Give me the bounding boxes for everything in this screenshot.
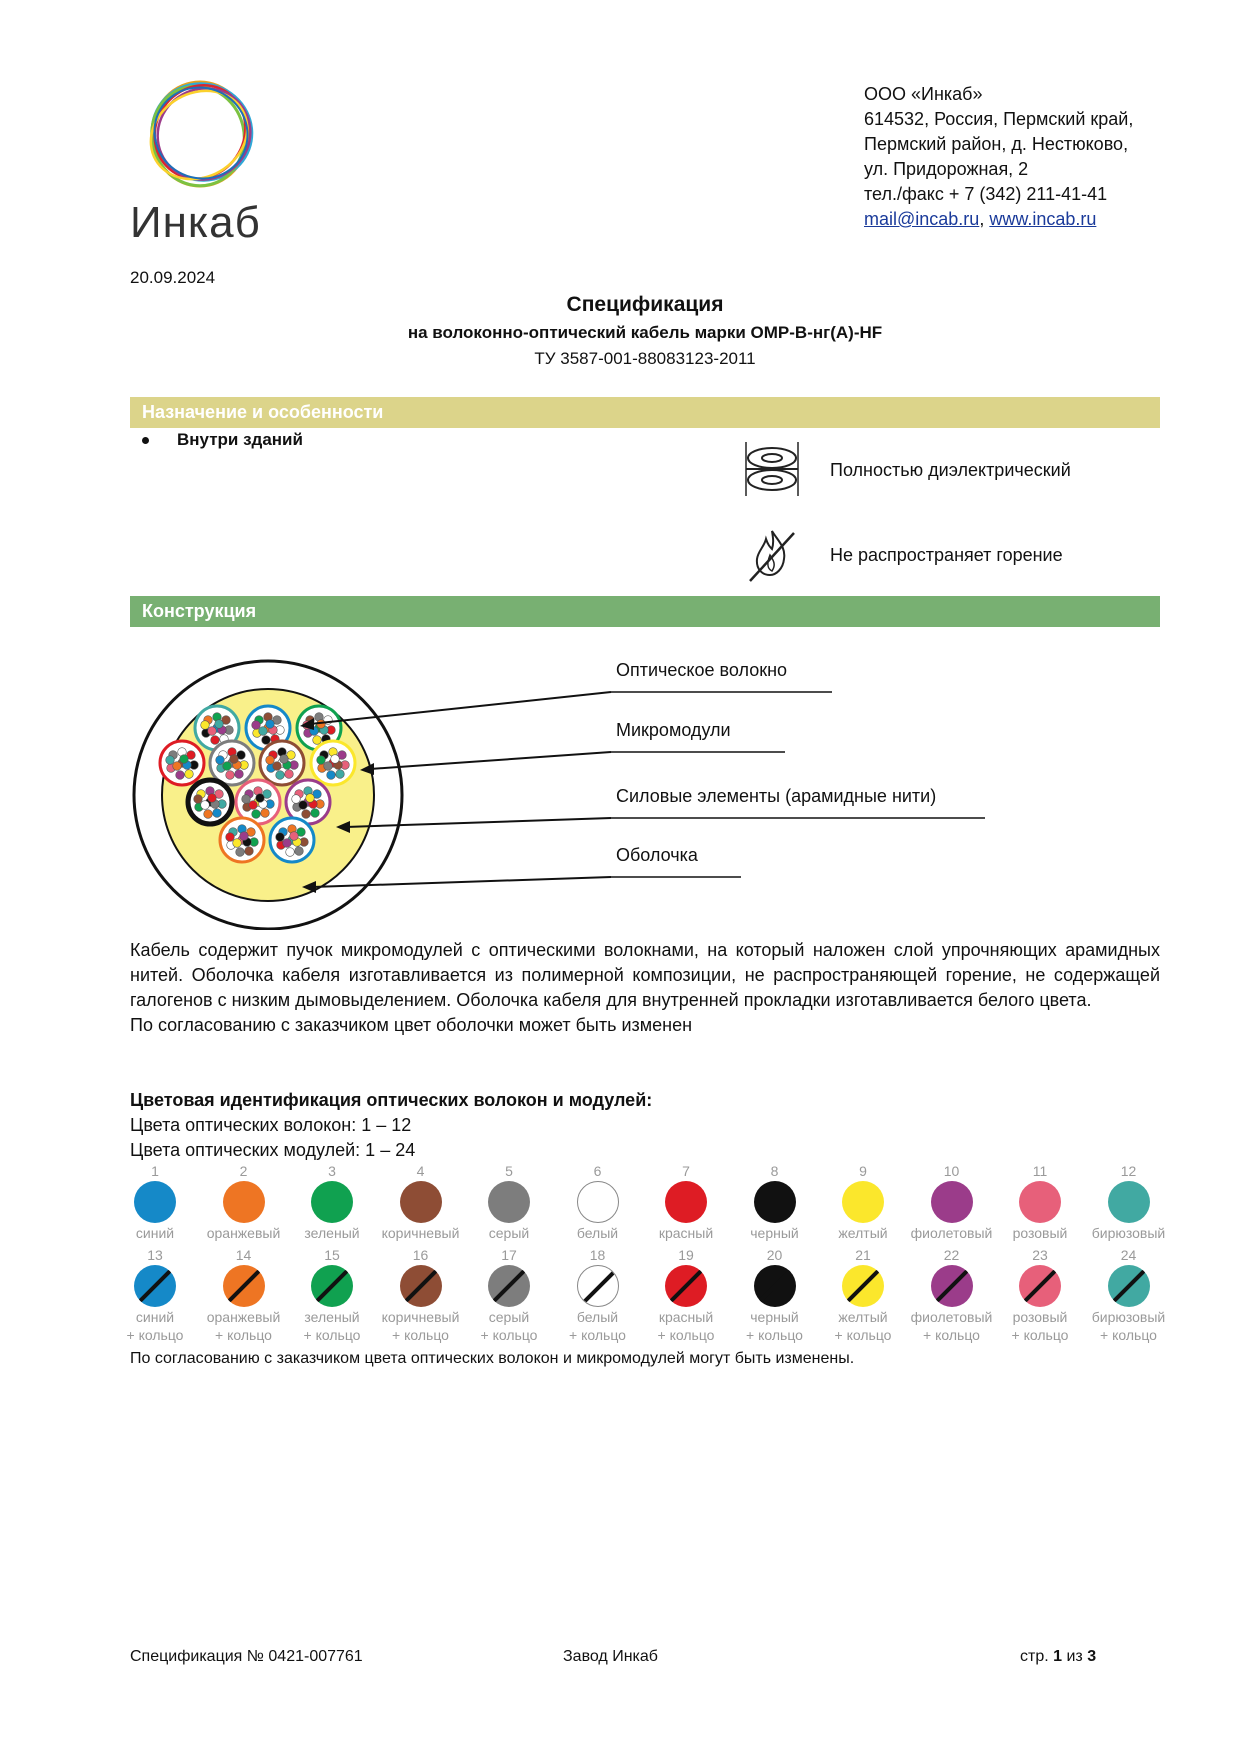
color-swatch-9 — [818, 1163, 908, 1241]
fiber — [331, 755, 340, 764]
fiber — [213, 809, 222, 818]
color-swatch-8 — [730, 1163, 820, 1241]
color-swatch-6 — [553, 1163, 643, 1241]
swatch-number: 23 — [1032, 1247, 1048, 1263]
swatch-ring-suffix: + кольцо — [657, 1327, 715, 1343]
swatch-color-name: оранжевый — [206, 1309, 281, 1325]
company-address-1: 614532, Россия, Пермский край, — [864, 109, 1134, 129]
logo-wordmark: Инкаб — [130, 198, 261, 247]
color-swatch-12 — [1084, 1163, 1174, 1241]
fiber — [235, 770, 244, 779]
fiber — [208, 727, 217, 736]
swatch-color-circle — [223, 1265, 265, 1307]
fiber — [233, 839, 242, 848]
fiber — [280, 755, 289, 764]
swatch-color-circle — [1019, 1181, 1061, 1223]
company-address-3: ул. Придорожная, 2 — [864, 159, 1029, 179]
swatch-color-circle — [311, 1265, 353, 1307]
swatch-color-circle — [842, 1181, 884, 1223]
company-name: ООО «Инкаб» — [864, 84, 983, 104]
swatch-color-circle — [931, 1181, 973, 1223]
swatch-number: 6 — [593, 1163, 602, 1179]
color-id-heading: Цветовая идентификация оптических волокон и модулей: — [130, 1090, 653, 1110]
swatch-color-name: фиолетовый — [910, 1225, 993, 1241]
color-swatch-1 — [110, 1163, 200, 1241]
swatch-color-circle — [577, 1265, 619, 1307]
fiber — [266, 756, 275, 765]
swatch-number: 10 — [943, 1163, 960, 1179]
color-swatches — [110, 1163, 1170, 1353]
swatch-color-circle — [488, 1265, 530, 1307]
fiber — [230, 755, 239, 764]
ring-stripe — [136, 1267, 174, 1305]
fiber — [185, 770, 194, 779]
document-tu: ТУ 3587-001-88083123-2011 — [534, 349, 756, 368]
swatch-number: 1 — [151, 1163, 159, 1179]
swatch-color-name: белый — [576, 1309, 619, 1325]
ring-stripe — [755, 1267, 793, 1305]
swatch-color-circle — [311, 1181, 353, 1223]
fiber — [249, 801, 258, 810]
swatch-color-circle — [665, 1181, 707, 1223]
swatch-color-name: розовый — [1012, 1309, 1068, 1325]
micromodule — [260, 741, 304, 785]
swatch-number: 17 — [501, 1247, 517, 1263]
swatch-color-name: коричневый — [381, 1225, 460, 1241]
description-paragraph-1: Кабель содержит пучок микромодулей с оптическими волокнами, на который наложен слой упрочняющих арамидных нитей. Оболочка кабеля изготавливается из полимерной композиции, не распространяющей горение, не содержащей галогенов с низким дымовыделением. Оболочка кабеля для внутренней прокладки изготавливается белого цвета. — [130, 940, 1160, 1010]
fiber — [226, 833, 235, 842]
swatch-color-circle — [1108, 1181, 1150, 1223]
section-heading-construction: Конструкция — [130, 596, 1160, 627]
website-link[interactable]: www.incab.ru — [989, 209, 1097, 229]
cable-cross-section-diagram — [120, 640, 1000, 930]
swatch-color-name: черный — [750, 1225, 799, 1241]
swatch-number: 11 — [1032, 1163, 1048, 1179]
footer-page-number — [1020, 1648, 1096, 1666]
fiber — [256, 794, 265, 803]
swatch-color-name: зеленый — [304, 1309, 360, 1325]
fiber — [201, 721, 210, 730]
fiber — [286, 848, 295, 857]
page-current: 1 — [1053, 1648, 1063, 1665]
fiber — [226, 771, 235, 780]
fiber — [283, 839, 292, 848]
fiber — [176, 771, 185, 780]
swatch-color-name: желтый — [838, 1225, 888, 1241]
fiber — [306, 794, 315, 803]
color-swatch-15 — [287, 1247, 377, 1343]
swatch-color-name: белый — [576, 1225, 619, 1241]
ring-stripe — [401, 1267, 439, 1305]
construction-description — [130, 938, 1160, 1038]
ring-stripe — [844, 1267, 882, 1305]
fiber — [173, 762, 182, 771]
label-micromodules: Микромодули — [616, 720, 731, 740]
fiber — [262, 736, 271, 745]
fiber — [201, 801, 210, 810]
fiber — [215, 720, 224, 729]
module-colors-line: Цвета оптических модулей: 1 – 24 — [130, 1140, 416, 1160]
swatch-number: 4 — [416, 1163, 425, 1179]
swatch-color-name: оранжевый — [206, 1225, 281, 1241]
fiber — [317, 756, 326, 765]
company-phone: тел./факс + 7 (342) 211-41-41 — [864, 184, 1108, 204]
label-sheath: Оболочка — [616, 845, 698, 865]
fiber — [216, 756, 225, 765]
swatch-ring-suffix: + кольцо — [923, 1327, 980, 1343]
swatch-number: 8 — [770, 1163, 779, 1179]
swatch-ring-suffix: + кольцо — [303, 1327, 361, 1343]
fiber — [223, 762, 232, 771]
fiber — [252, 810, 261, 819]
fiber — [245, 847, 254, 856]
company-contacts — [864, 207, 1133, 232]
bullet-text: Внутри зданий — [177, 430, 303, 449]
label-strength-members: Силовые элементы (арамидные нити) — [616, 786, 937, 806]
swatch-color-circle — [754, 1181, 796, 1223]
ring-stripe — [1109, 1267, 1147, 1305]
bullet-item — [142, 430, 303, 450]
color-swatch-18 — [553, 1247, 643, 1343]
company-info — [864, 82, 1133, 232]
swatch-number: 19 — [678, 1247, 694, 1263]
swatch-number: 22 — [943, 1247, 960, 1263]
swatch-ring-suffix: + кольцо — [746, 1327, 803, 1343]
swatch-number: 7 — [682, 1163, 690, 1179]
swatch-color-circle — [223, 1181, 265, 1223]
footer-plant: Завод Инкаб — [563, 1648, 658, 1665]
color-swatch-10 — [907, 1163, 997, 1241]
fiber — [311, 809, 320, 818]
swatch-ring-suffix: + кольцо — [480, 1327, 538, 1343]
ring-stripe — [932, 1267, 970, 1305]
swatch-color-name: серый — [488, 1309, 530, 1325]
description-paragraph-2: По согласованию с заказчиком цвет оболочки может быть изменен — [130, 1015, 693, 1035]
color-swatch-3 — [287, 1163, 377, 1241]
micromodule — [160, 741, 204, 785]
ring-stripe — [224, 1267, 262, 1305]
swatch-number: 15 — [324, 1247, 340, 1263]
swatch-color-circle — [1108, 1265, 1150, 1307]
color-swatch-4 — [376, 1163, 466, 1241]
swatch-number: 3 — [328, 1163, 336, 1179]
swatch-number: 2 — [239, 1163, 248, 1179]
swatch-color-circle — [754, 1265, 796, 1307]
swatch-color-circle — [931, 1265, 973, 1307]
swatch-color-name: черный — [750, 1309, 799, 1325]
fiber — [180, 755, 189, 764]
fiber — [276, 771, 285, 780]
swatch-color-name: фиолетовый — [910, 1309, 993, 1325]
fiber — [336, 770, 345, 779]
page-mid: из — [1062, 1648, 1088, 1665]
ring-stripe — [313, 1267, 351, 1305]
feature-fire-text: Не распространяет горение — [830, 545, 1063, 565]
fiber — [276, 833, 285, 842]
swatch-number: 16 — [412, 1247, 429, 1263]
footer-spec-number: Спецификация № 0421-007761 — [130, 1648, 363, 1665]
fiber — [302, 810, 311, 819]
swatch-color-name: серый — [488, 1225, 530, 1241]
fiber-colors-line: Цвета оптических волокон: 1 – 12 — [130, 1115, 412, 1135]
swatch-color-name: розовый — [1012, 1225, 1068, 1241]
fiber — [290, 832, 299, 841]
swatch-number: 5 — [505, 1163, 513, 1179]
fiber — [194, 795, 203, 804]
swatch-color-circle — [134, 1181, 176, 1223]
swatch-color-circle — [577, 1181, 619, 1223]
swatch-color-circle — [134, 1265, 176, 1307]
swatch-ring-suffix: + кольцо — [1011, 1327, 1069, 1343]
fiber — [295, 847, 304, 856]
swatch-color-name: бирюзовый — [1091, 1225, 1166, 1241]
swatch-color-circle — [842, 1265, 884, 1307]
swatch-ring-suffix: + кольцо — [569, 1327, 626, 1343]
micromodule — [210, 741, 254, 785]
swatch-color-circle — [400, 1265, 442, 1307]
color-swatch-11 — [995, 1163, 1085, 1241]
fiber — [252, 721, 261, 730]
fiber — [285, 770, 294, 779]
logo-rings-icon — [120, 72, 280, 202]
ring-stripe — [490, 1267, 528, 1305]
color-swatch-21 — [818, 1247, 908, 1343]
swatch-color-circle — [1019, 1265, 1061, 1307]
company-address-2: Пермский район, д. Нестюково, — [864, 134, 1129, 154]
swatch-color-name: синий — [135, 1225, 175, 1241]
fiber — [327, 771, 336, 780]
swatch-number: 18 — [589, 1247, 606, 1263]
micromodule — [188, 780, 232, 824]
swatch-color-name: красный — [658, 1309, 714, 1325]
swatch-color-circle — [488, 1181, 530, 1223]
color-swatch-14 — [199, 1247, 289, 1343]
swatch-ring-suffix: + кольцо — [834, 1327, 892, 1343]
fiber — [324, 762, 333, 771]
fiber — [211, 736, 220, 745]
swatch-color-circle — [400, 1181, 442, 1223]
swatch-ring-suffix: + кольцо — [1100, 1327, 1157, 1343]
swatch-color-name: зеленый — [304, 1225, 360, 1241]
page-prefix: стр. — [1020, 1648, 1054, 1665]
fiber — [292, 795, 301, 804]
label-fiber: Оптическое волокно — [616, 660, 788, 680]
color-swatch-2 — [199, 1163, 289, 1241]
fiber — [236, 848, 245, 857]
micromodule — [270, 818, 314, 862]
page-total: 3 — [1087, 1648, 1097, 1665]
colors-note: По согласованию с заказчиком цвета оптических волокон и микромодулей могут быть изменены. — [130, 1350, 855, 1367]
color-swatch-5 — [464, 1163, 554, 1241]
cable-svg — [120, 640, 1000, 930]
document-subtitle: на волоконно-оптический кабель марки ОМР-В-нг(А)-HF — [407, 323, 883, 342]
color-swatch-24 — [1084, 1247, 1174, 1343]
ring-stripe — [579, 1268, 617, 1306]
fire-icon — [742, 525, 802, 585]
fiber — [208, 794, 217, 803]
fiber — [166, 756, 175, 765]
section-heading-purpose: Назначение и особенности — [130, 397, 1160, 428]
swatch-number: 9 — [859, 1163, 867, 1179]
fiber — [240, 832, 249, 841]
contacts-separator: , — [979, 209, 990, 229]
swatch-color-name: синий — [135, 1309, 175, 1325]
fiber — [313, 736, 322, 745]
color-swatch-7 — [641, 1163, 731, 1241]
color-swatch-17 — [464, 1247, 554, 1343]
dielectric-icon — [742, 440, 802, 500]
swatch-number: 24 — [1120, 1247, 1137, 1263]
swatch-ring-suffix: + кольцо — [215, 1327, 272, 1343]
swatch-ring-suffix: + кольцо — [392, 1327, 449, 1343]
swatch-color-name: красный — [658, 1225, 714, 1241]
color-swatch-23 — [995, 1247, 1085, 1343]
swatch-color-circle — [665, 1265, 707, 1307]
color-swatch-13 — [110, 1247, 200, 1343]
email-link[interactable]: mail@incab.ru — [864, 209, 980, 229]
micromodule — [311, 741, 355, 785]
color-swatch-22 — [907, 1247, 997, 1343]
swatch-number: 14 — [235, 1247, 252, 1263]
fiber — [266, 720, 275, 729]
document-title: Спецификация — [566, 293, 724, 316]
fiber — [259, 727, 268, 736]
color-swatch-16 — [376, 1247, 466, 1343]
color-swatch-20 — [730, 1247, 820, 1343]
color-swatch-19 — [641, 1247, 731, 1343]
ring-stripe — [667, 1267, 705, 1305]
fiber — [204, 810, 213, 819]
swatch-number: 20 — [766, 1247, 783, 1263]
swatch-color-name: коричневый — [381, 1309, 460, 1325]
micromodule — [220, 818, 264, 862]
fiber — [273, 762, 282, 771]
swatch-number: 12 — [1120, 1163, 1137, 1179]
fiber — [299, 801, 308, 810]
fiber — [261, 809, 270, 818]
feature-dielectric-text: Полностью диэлектрический — [830, 460, 1071, 480]
swatch-ring-suffix: + кольцо — [126, 1327, 184, 1343]
ring-stripe — [1021, 1267, 1059, 1305]
document-date: 20.09.2024 — [130, 268, 216, 287]
swatch-color-name: бирюзовый — [1091, 1309, 1166, 1325]
fiber — [242, 795, 251, 804]
bullet-dot — [142, 437, 149, 444]
swatch-number: 13 — [147, 1247, 163, 1263]
swatch-color-name: желтый — [838, 1309, 888, 1325]
swatch-number: 21 — [855, 1247, 871, 1263]
